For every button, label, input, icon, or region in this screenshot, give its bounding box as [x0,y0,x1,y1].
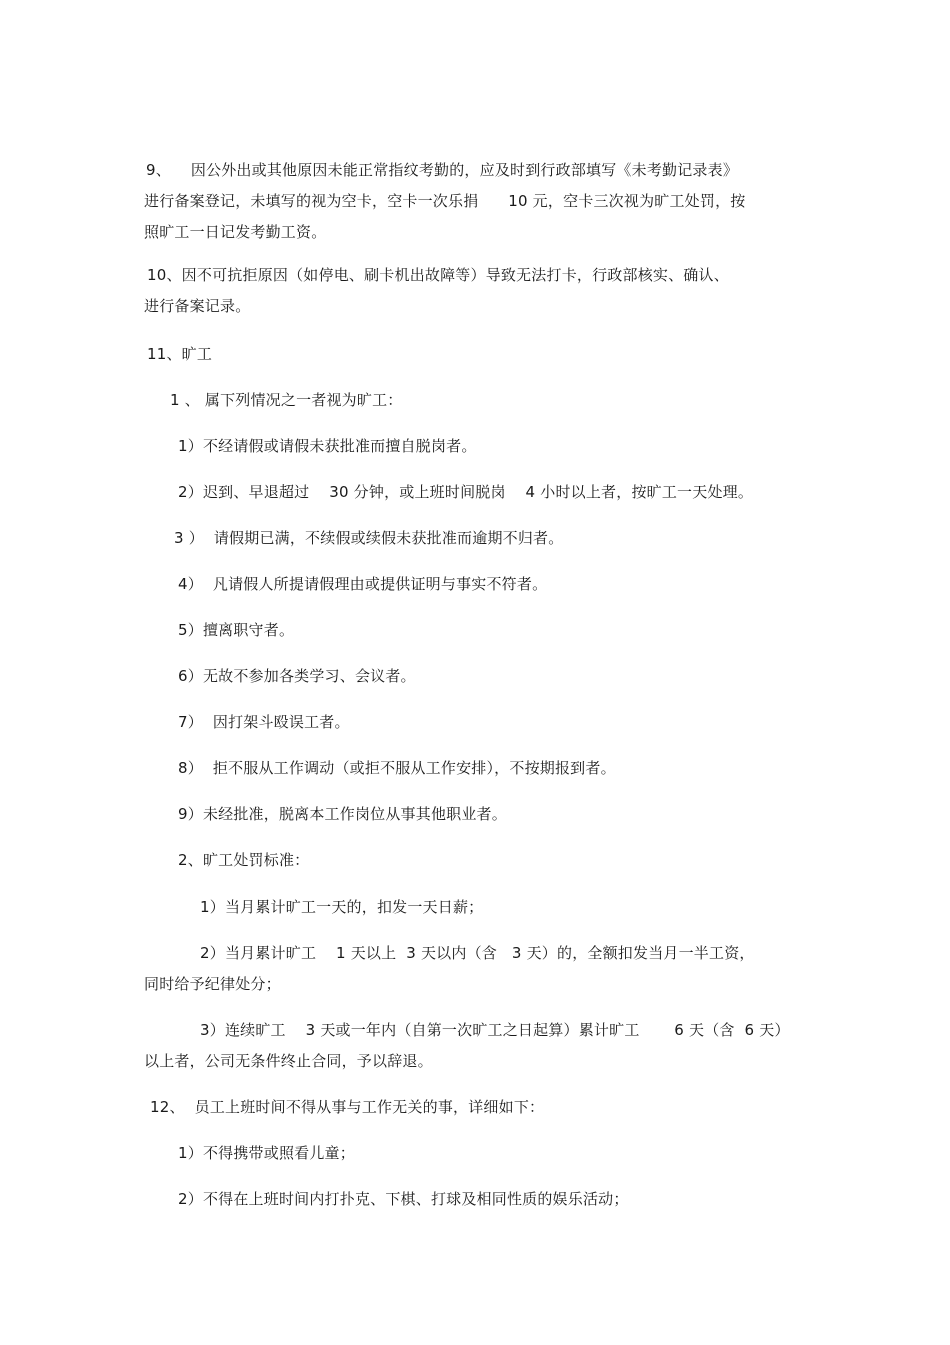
list-item-9: 9）未经批准，脱离本工作岗位从事其他职业者。 [178,805,507,823]
list-item-2: 2）迟到、早退超过 30 分钟，或上班时间脱岗 4 小时以上者，按旷工一天处理。 [178,483,754,501]
list-item-1: 1）不经请假或请假未获批准而擅自脱岗者。 [178,437,477,455]
list-item-4: 4） 凡请假人所提请假理由或提供证明与事实不符者。 [178,575,548,593]
list-item-6: 6）无故不参加各类学习、会议者。 [178,667,416,685]
text-line-item-9-cont-2: 照旷工一日记发考勤工资。 [144,223,327,241]
penalty-item-1: 1）当月累计旷工一天的，扣发一天日薪； [200,898,484,916]
subsection-heading-1: 1 、 属下列情况之一者视为旷工： [170,391,403,409]
subsection-heading-2: 2、旷工处罚标准： [178,851,310,869]
penalty-item-2: 2）当月累计旷工 1 天以上 3 天以内（含 3 天）的，全额扣发当月一半工资， [200,944,755,962]
rule-item-1: 1）不得携带或照看儿童； [178,1144,355,1162]
text-line-item-9-cont-1: 进行备案登记，未填写的视为空卡，空卡一次乐捐 10 元，空卡三次视为旷工处罚，按 [144,192,746,210]
list-item-3: 3 ） 请假期已满，不续假或续假未获批准而逾期不归者。 [174,529,564,547]
list-item-7: 7） 因打架斗殴误工者。 [178,713,350,731]
text-line-item-10-cont: 进行备案记录。 [144,297,251,315]
penalty-item-3: 3）连续旷工 3 天或一年内（自第一次旷工之日起算）累计旷工 6 天（含 6 天） [200,1021,790,1039]
section-heading-absenteeism: 11、旷工 [147,345,213,363]
text-line-item-10: 10、因不可抗拒原因（如停电、刷卡机出故障等）导致无法打卡，行政部核实、确认、 [147,266,729,284]
list-item-5: 5）擅离职守者。 [178,621,295,639]
penalty-item-2-cont: 同时给予纪律处分； [144,975,281,993]
list-item-8: 8） 拒不服从工作调动（或拒不服从工作安排），不按期报到者。 [178,759,616,777]
text-line-item-9: 9、 因公外出或其他原因未能正常指纹考勤的，应及时到行政部填写《未考勤记录表》 [146,161,739,179]
penalty-item-3-cont: 以上者，公司无条件终止合同，予以辞退。 [144,1052,433,1070]
rule-item-2: 2）不得在上班时间内打扑克、下棋、打球及相同性质的娱乐活动； [178,1190,629,1208]
section-heading-item-12: 12、 员工上班时间不得从事与工作无关的事，详细如下： [150,1098,545,1116]
